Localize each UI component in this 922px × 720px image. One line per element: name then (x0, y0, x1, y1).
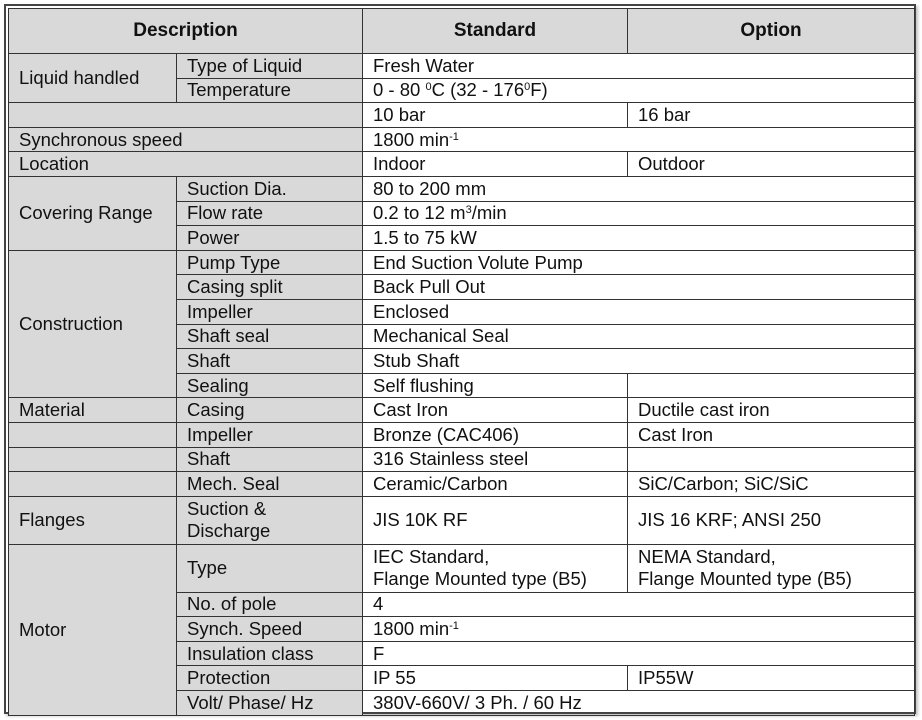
material-blank (9, 472, 177, 497)
table-row (9, 398, 915, 423)
table-row (9, 447, 915, 472)
table-row (9, 152, 915, 177)
header-row (9, 9, 915, 54)
construction-label: Construction (9, 250, 177, 398)
table-row (9, 496, 915, 544)
mech-seal-label: Mech. Seal (177, 472, 363, 497)
table-row (9, 250, 915, 275)
type-of-liquid-value: Fresh Water (363, 54, 915, 79)
motor-label: Motor (9, 544, 177, 715)
motor-type-standard: IEC Standard, Flange Mounted type (B5) (363, 544, 628, 592)
suction-dia-value: 80 to 200 mm (363, 176, 915, 201)
table-row (9, 103, 915, 128)
material-impeller-standard: Bronze (CAC406) (363, 422, 628, 447)
casing-standard: Cast Iron (363, 398, 628, 423)
material-shaft-label: Shaft (177, 447, 363, 472)
temperature-value: 0 - 80 $^0$C $(32 - 176^0F)$ (363, 78, 915, 103)
suction-dia-label: Suction Dia. (177, 176, 363, 201)
location-standard: Indoor (363, 152, 628, 177)
material-blank (9, 422, 177, 447)
covering-range-label: Covering Range (9, 176, 177, 250)
pump-type-label: Pump Type (177, 250, 363, 275)
type-of-liquid-label: Type of Liquid (177, 54, 363, 79)
shaft-seal-label: Shaft seal (177, 324, 363, 349)
insulation-class-value: F (363, 641, 915, 666)
temperature-label: Temperature (177, 78, 363, 103)
no-of-pole-label: No. of pole (177, 592, 363, 617)
pressure-option: 16 bar (628, 103, 915, 128)
flow-rate-label: Flow rate (177, 201, 363, 226)
description-header: Description (9, 9, 363, 54)
synchronous-speed-label: Synchronous speed (9, 127, 363, 152)
flanges-label: Flanges (9, 496, 177, 544)
material-impeller-option: Cast Iron (628, 422, 915, 447)
shaft-seal-value: Mechanical Seal (363, 324, 915, 349)
mech-seal-option: SiC/Carbon; SiC/SiC (628, 472, 915, 497)
location-label: Location (9, 152, 363, 177)
protection-standard: IP 55 (363, 666, 628, 691)
table-row (9, 422, 915, 447)
location-option: Outdoor (628, 152, 915, 177)
material-shaft-standard: 316 Stainless steel (363, 447, 628, 472)
flow-rate-value: 0.2 to 12 $m^3/\min$ (363, 201, 915, 226)
sealing-option (628, 373, 915, 398)
shaft-value: Stub Shaft (363, 349, 915, 374)
impeller-label: Impeller (177, 299, 363, 324)
casing-split-value: Back Pull Out (363, 275, 915, 300)
table-row (9, 54, 915, 79)
material-label: Material (9, 398, 177, 423)
synch-speed-value: 1800 $\min^{-1}$ (363, 617, 915, 642)
sealing-label: Sealing (177, 373, 363, 398)
option-header: Option (628, 9, 915, 54)
material-blank (9, 447, 177, 472)
pump-type-value: End Suction Volute Pump (363, 250, 915, 275)
flanges-option: JIS 16 KRF; ANSI 250 (628, 496, 915, 544)
insulation-class-label: Insulation class (177, 641, 363, 666)
suction-discharge-label: Suction & Discharge (177, 496, 363, 544)
protection-label: Protection (177, 666, 363, 691)
synch-speed-label: Synch. Speed (177, 617, 363, 642)
liquid-handled-label: Liquid handled (9, 54, 177, 103)
material-impeller-label: Impeller (177, 422, 363, 447)
casing-option: Ductile cast iron (628, 398, 915, 423)
protection-option: IP55W (628, 666, 915, 691)
casing-label: Casing (177, 398, 363, 423)
motor-type-label: Type (177, 544, 363, 592)
motor-type-option: NEMA Standard, Flange Mounted type (B5) (628, 544, 915, 592)
table-row (9, 544, 915, 592)
shaft-label: Shaft (177, 349, 363, 374)
no-of-pole-value: 4 (363, 592, 915, 617)
material-shaft-option (628, 447, 915, 472)
table-row (9, 472, 915, 497)
table-row (9, 176, 915, 201)
pressure-standard: 10 bar (363, 103, 628, 128)
mech-seal-standard: Ceramic/Carbon (363, 472, 628, 497)
synchronous-speed-value: 1800 $\min^{-1}$ (363, 127, 915, 152)
power-value: 1.5 to 75 kW (363, 226, 915, 251)
volt-phase-hz-label: Volt/ Phase/ Hz (177, 691, 363, 716)
casing-split-label: Casing split (177, 275, 363, 300)
pump-specification-table (8, 8, 915, 716)
power-label: Power (177, 226, 363, 251)
standard-header: Standard (363, 9, 628, 54)
sealing-standard: Self flushing (363, 373, 628, 398)
table-row (9, 127, 915, 152)
pressure-label (9, 103, 363, 128)
impeller-value: Enclosed (363, 299, 915, 324)
volt-phase-hz-value: 380V-660V/ 3 Ph. / 60 Hz (363, 691, 915, 716)
flanges-standard: JIS 10K RF (363, 496, 628, 544)
